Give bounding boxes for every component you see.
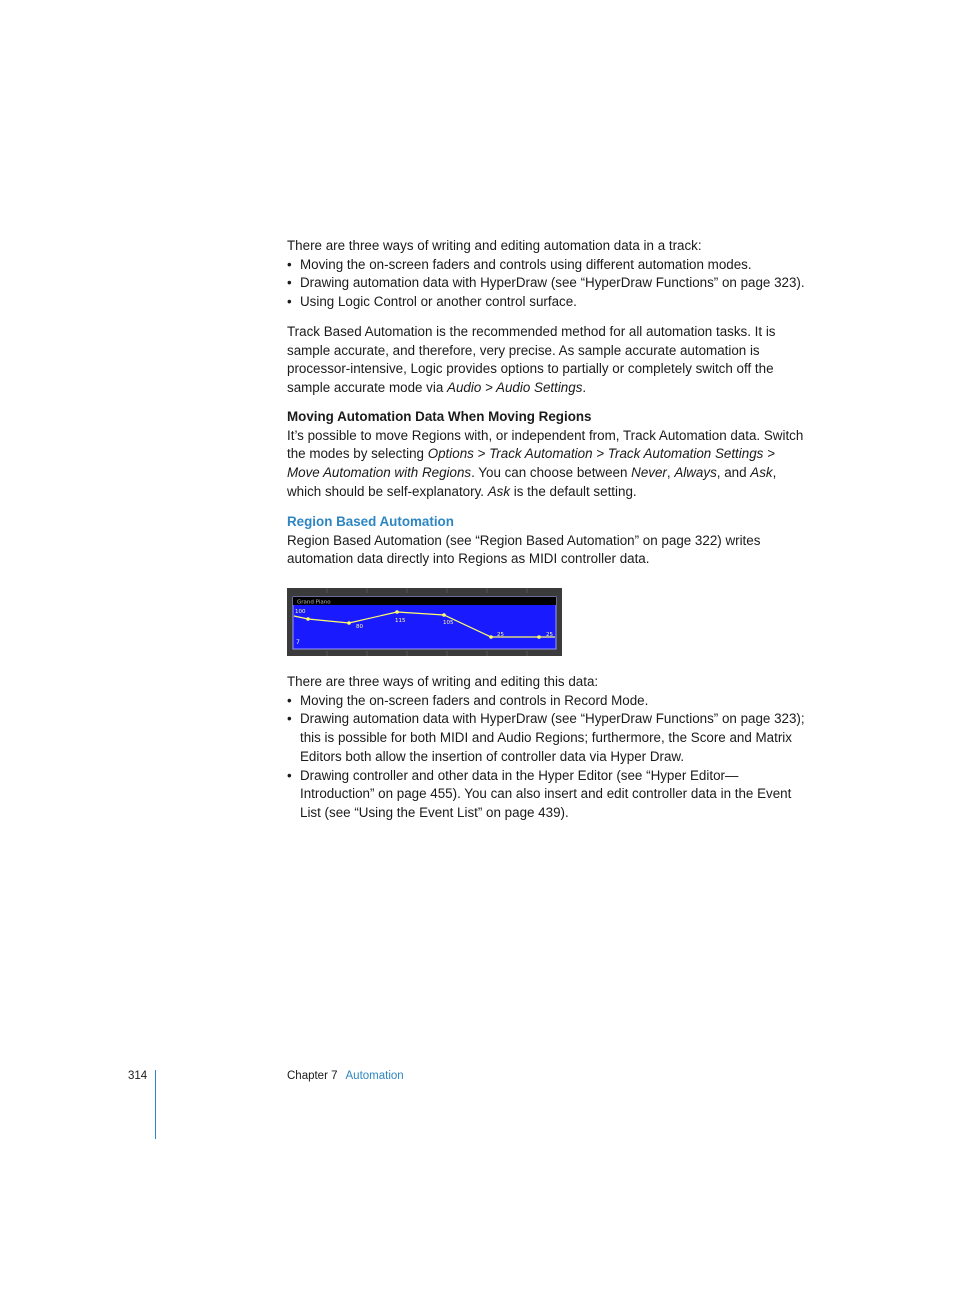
list-item: • Drawing automation data with HyperDraw (see “HyperDraw Functions” on page 323); this is possible for both MIDI and Audio Regions; furthermore, the Score and Matrix Editors both allow the insertion of controller data via Hyper Draw. [287, 710, 807, 766]
node [442, 613, 446, 617]
subsection-heading: Moving Automation Data When Moving Regions [287, 409, 592, 424]
value-label: 25 [546, 632, 553, 638]
intro-lead: There are three ways of writing and editing automation data in a track: [287, 238, 702, 253]
list-item: • Drawing automation data with HyperDraw (see “HyperDraw Functions” on page 323). [287, 274, 807, 293]
section-heading: Region Based Automation [287, 514, 454, 529]
value-label: 105 [443, 620, 454, 626]
value-label: 100 [295, 609, 306, 615]
section-link[interactable]: Automation [345, 1070, 404, 1082]
second-lead: There are three ways of writing and editing this data: [287, 674, 599, 689]
node [306, 617, 310, 621]
region-name: Grand Piano [297, 599, 331, 606]
footer-chapter [287, 1070, 404, 1082]
value-label: 25 [497, 632, 504, 638]
list-item: • Moving the on-screen faders and controls in Record Mode. [287, 692, 807, 711]
node [489, 635, 493, 639]
footer-rule [155, 1070, 156, 1139]
region-automation-graphic [287, 588, 562, 656]
node [395, 610, 399, 614]
second-bullet-list [287, 692, 807, 823]
page-number: 314 [128, 1070, 148, 1082]
menu-path: Options > Track Automation > Track Automation Settings > Move Automation with Regions [287, 446, 775, 481]
intro-block [287, 237, 807, 312]
node [537, 635, 541, 639]
second-block [287, 673, 807, 823]
moving-section [287, 408, 807, 502]
chapter-label: Chapter 7 [287, 1070, 338, 1082]
region-automation-figure [287, 588, 562, 656]
list-item: • Using Logic Control or another control surface. [287, 293, 807, 312]
moving-paragraph: It’s possible to move Regions with, or independent from, Track Automation data. Switch the modes by selecting Options > Track Automation > Track Automation Settings > Move Automation with Regions. You can choose between Never, Always, and Ask, which should be self-explanatory. Ask is the default setting. [287, 427, 804, 499]
region-based-section [287, 513, 807, 569]
controller-number: 7 [296, 639, 300, 646]
value-label: 115 [395, 618, 406, 624]
region-based-paragraph: Region Based Automation (see “Region Based Automation” on page 322) writes automation data directly into Regions as MIDI controller data. [287, 532, 761, 567]
list-item: • Drawing controller and other data in the Hyper Editor (see “Hyper Editor—Introduction” on page 455). You can also insert and edit controller data in the Event List (see “Using the Event List” on page 439). [287, 767, 807, 823]
menu-path: Audio > Audio Settings [447, 380, 583, 396]
value-label: 80 [356, 624, 363, 630]
intro-bullet-list [287, 256, 807, 312]
region-title-bar [293, 597, 556, 605]
tba-paragraph: Track Based Automation is the recommended method for all automation tasks. It is sample accurate, and therefore, very precise. As sample accurate automation is processor-intensive, Logic provides options to partially or completely switch off the sample accurate mode via Audio > Audio Settings. [287, 324, 776, 396]
node [347, 621, 351, 625]
list-item: • Moving the on-screen faders and controls using different automation modes. [287, 256, 807, 275]
